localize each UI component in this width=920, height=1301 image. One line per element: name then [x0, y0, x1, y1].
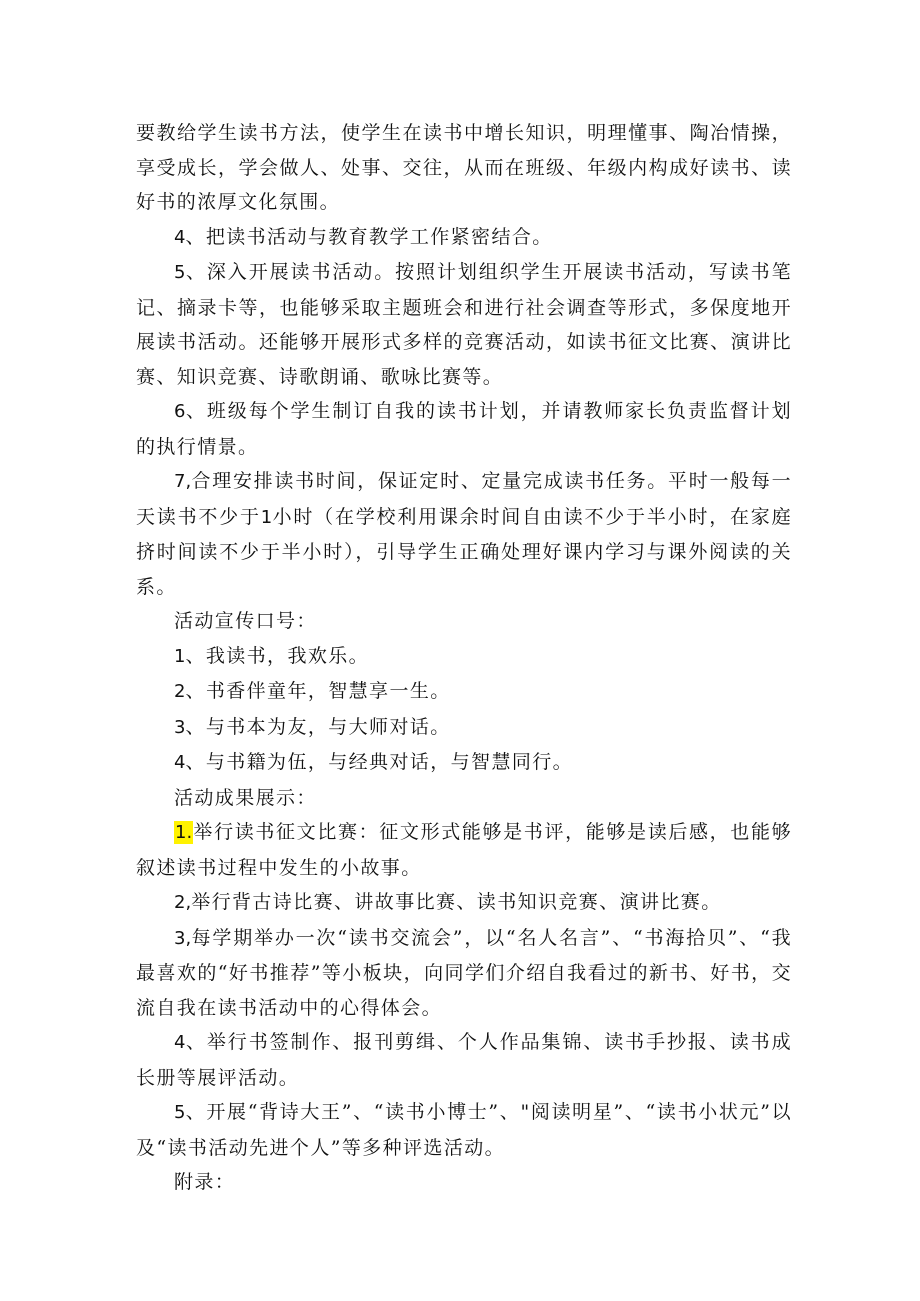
item-number: 1: [174, 645, 186, 667]
item-number: 4: [174, 752, 186, 773]
item-number: 4: [174, 1032, 186, 1053]
item-number: 6: [174, 401, 186, 422]
result-item-1-essay-contest: [136, 815, 792, 885]
paragraph-text: 、举行书签制作、报刊剪缉、个人作品集锦、读书手抄报、读书成长册等展评活动。: [136, 1031, 792, 1089]
item-number: 5: [174, 262, 186, 283]
paragraph-text: 合理安排读书时间，保证定时、定量完成读书任务。平时一般每一天读书不少于: [136, 470, 792, 528]
paragraph-item-4-combine-teaching: [136, 220, 792, 256]
paragraph-reading-methods: [136, 116, 792, 220]
result-item-4-exhibitions: [136, 1025, 792, 1095]
section-heading-appendix: [136, 1165, 792, 1200]
slogan-text: 、与书籍为伍，与经典对话，与智慧同行。: [185, 751, 574, 773]
paragraph-item-6-reading-plan: [136, 394, 792, 464]
slogan-item-1: [136, 639, 792, 675]
item-number: 2,: [174, 892, 192, 913]
paragraph-text: 小时（在学校利用课余时间自由读不少于半小时，在家庭挤时间读不少于半小时），引导学生正确处理好课内学习与课外阅读的关系。: [136, 505, 792, 598]
paragraph-item-5-deepen-activities: [136, 255, 792, 394]
item-number: 5: [174, 1102, 186, 1123]
slogan-item-2: [136, 674, 792, 710]
slogan-item-4: [136, 745, 792, 781]
item-number: 7,: [174, 471, 192, 492]
paragraph-item-7-reading-time: [136, 464, 792, 604]
item-number: 3: [174, 716, 186, 738]
paragraph-text: 、开展“背诗大王”、“读书小博士”、"阅读明星”、“读书小状元”以及“读书活动先进个人”等多种评选活动。: [136, 1101, 792, 1159]
slogan-text: 、我读书，我欢乐。: [185, 644, 370, 667]
heading-text: 活动宣传口号：: [174, 610, 317, 632]
item-number: 4: [174, 226, 186, 248]
result-item-2-competitions: [136, 885, 792, 921]
item-number: 3,: [174, 927, 192, 949]
paragraph-text: 每学期举办一次“读书交流会”，以“名人名言”、“书海拾贝”、“我最喜欢的“好书推荐”等小板块，向同学们介绍自我看过的新书、好书，交流自我在读书活动中的心得体会。: [136, 926, 792, 1019]
paragraph-text: 、把读书活动与教育教学工作紧密结合。: [185, 225, 553, 248]
result-item-3-exchange-meeting: [136, 921, 792, 1026]
item-number: 2: [174, 681, 186, 702]
result-item-5-selections: [136, 1095, 792, 1165]
heading-text: 附录：: [174, 1171, 236, 1193]
slogan-text: 、与书本为友，与大师对话。: [185, 715, 451, 738]
paragraph-text: 、深入开展读书活动。按照计划组织学生开展读书活动，写读书笔记、摘录卡等，也能够采取主题班会和进行社会调查等形式，多保度地开展读书活动。还能够开展形式多样的竞赛活动，如读书征文比赛、演讲比赛、知识竞赛、诗歌朗诵、歌咏比赛等。: [136, 261, 792, 388]
paragraph-text: 要教给学生读书方法，使学生在读书中增长知识，明理懂事、陶冶情操，享受成长，学会做人、处事、交往，从而在班级、年级内构成好读书、读好书的浓厚文化氛围。: [136, 122, 792, 213]
paragraph-text: 举行背古诗比赛、讲故事比赛、读书知识竞赛、演讲比赛。: [191, 891, 722, 913]
heading-text: 活动成果展示：: [174, 786, 317, 809]
paragraph-text: 举行读书征文比赛：征文形式能够是书评，能够是读后感，也能够叙述读书过程中发生的小故事。: [136, 821, 792, 879]
document-body: [136, 116, 792, 1200]
section-heading-results: [136, 781, 792, 816]
highlighted-item-number: 1.: [175, 822, 193, 843]
section-heading-slogans: [136, 604, 792, 639]
paragraph-text: 、班级每个学生制订自我的读书计划，并请教师家长负责监督计划的执行情景。: [136, 400, 792, 458]
inline-number: 1: [260, 506, 273, 528]
slogan-item-3: [136, 710, 792, 746]
slogan-text: 、书香伴童年，智慧享一生。: [185, 680, 451, 702]
